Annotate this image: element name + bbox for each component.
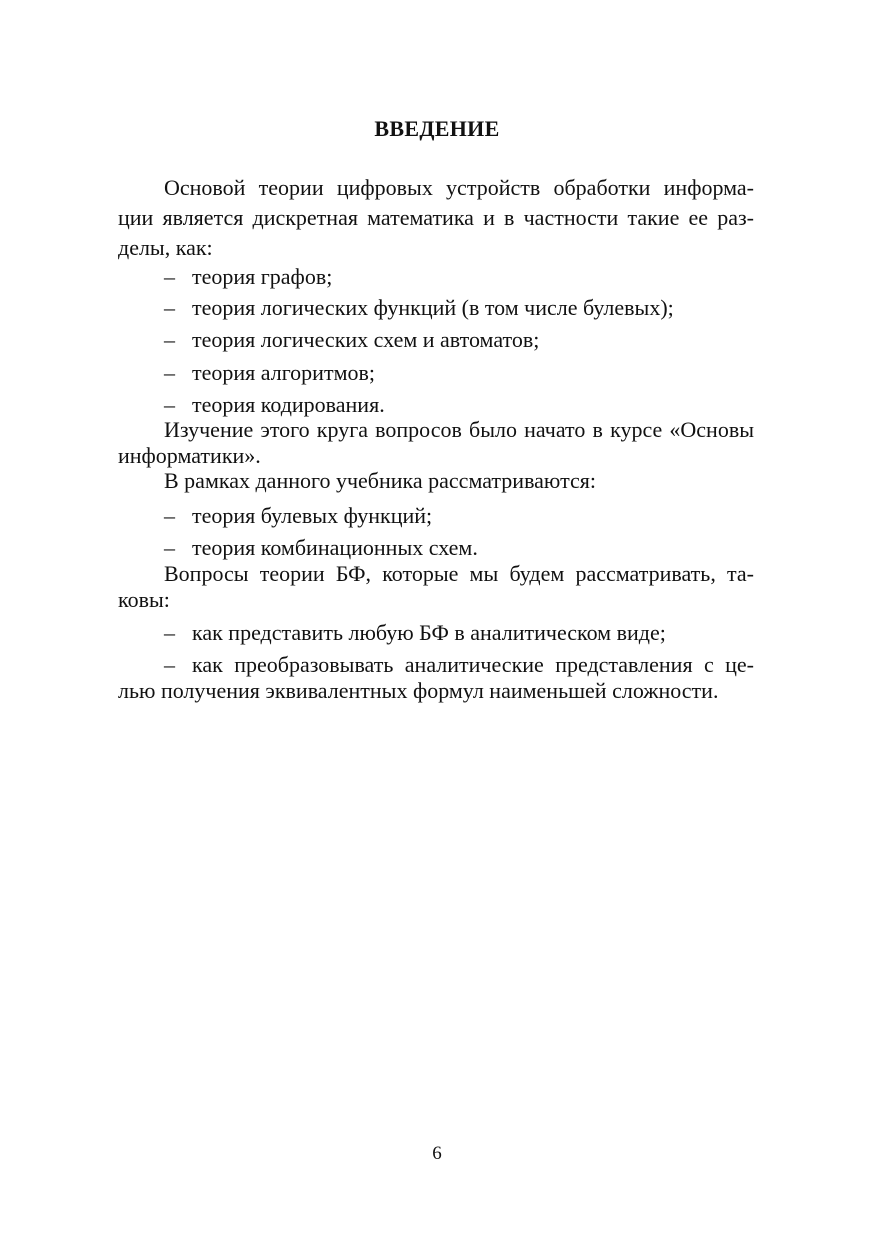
- list-item-text: теория логических схем и автоматов;: [192, 327, 540, 352]
- list-dash: –: [164, 392, 175, 417]
- list-item-continuation: лью получения эквивалентных формул наименьшей сложности.: [118, 678, 719, 703]
- intro-line-2: ции является дискретная математика и в частности такие ее раз-: [118, 205, 754, 230]
- list-item: [164, 295, 674, 321]
- list-dash: –: [164, 327, 175, 352]
- list-item-text: теория логических функций (в том числе булевых);: [192, 295, 674, 320]
- list-dash: –: [164, 652, 175, 677]
- page-number: 6: [432, 1143, 442, 1164]
- list-dash: –: [164, 295, 175, 320]
- list-item-text: теория кодирования.: [192, 392, 385, 417]
- list-item: [164, 652, 754, 678]
- list-item: [164, 503, 432, 529]
- study-line-2: информатики».: [118, 443, 261, 468]
- list-item-text: как преобразовывать аналитические представления с це-: [192, 652, 754, 677]
- list-item: [164, 392, 385, 418]
- list-dash: –: [164, 503, 175, 528]
- list-item: [164, 264, 332, 290]
- page-title: ВВЕДЕНИЕ: [374, 116, 500, 141]
- list-item-text: теория комбинационных схем.: [192, 535, 478, 560]
- list-item-text: теория графов;: [192, 264, 333, 289]
- list-item-text: как представить любую БФ в аналитическом виде;: [192, 620, 666, 645]
- list-dash: –: [164, 264, 175, 289]
- list-dash: –: [164, 535, 175, 560]
- scope-line: В рамках данного учебника рассматриваются:: [164, 468, 596, 493]
- list-dash: –: [164, 360, 175, 385]
- list-item-text: теория алгоритмов;: [192, 360, 375, 385]
- questions-line-2: ковы:: [118, 587, 170, 612]
- study-line-1: Изучение этого круга вопросов было начато в курсе «Основы: [164, 417, 754, 442]
- list-item: [164, 620, 666, 646]
- list-item-text: теория булевых функций;: [192, 503, 433, 528]
- intro-line-3: делы, как:: [118, 235, 213, 260]
- questions-line-1: Вопросы теории БФ, которые мы будем рассматривать, та-: [164, 561, 754, 586]
- list-item: [164, 360, 375, 386]
- list-dash: –: [164, 620, 175, 645]
- intro-line-1: Основой теории цифровых устройств обработки информа-: [164, 175, 754, 200]
- list-item: [164, 327, 539, 353]
- list-item: [164, 535, 478, 561]
